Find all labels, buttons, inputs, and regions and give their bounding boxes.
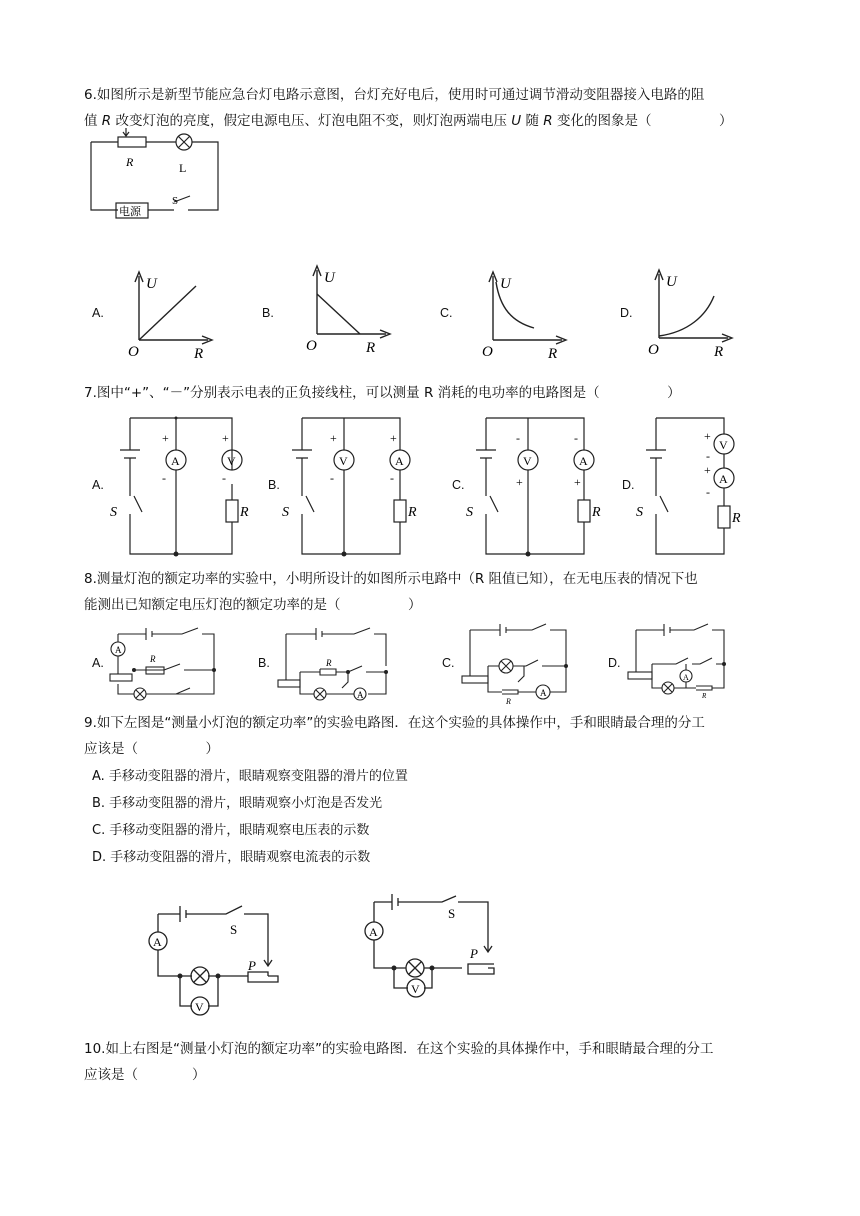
svg-text:S: S <box>282 505 289 520</box>
svg-text:R: R <box>714 344 724 360</box>
q8-stem-line1: 8.测量灯泡的额定功率的实验中，小明所设计的如图所示电路中（R 阻值已知），在无电压表的情况下也 <box>84 571 698 587</box>
svg-text:-: - <box>574 431 578 445</box>
svg-text:O: O <box>306 338 317 354</box>
q8-stem-line2: 能测出已知额定电压灯泡的额定功率的是（ ） <box>84 597 422 613</box>
svg-text:S: S <box>230 922 238 937</box>
svg-text:A: A <box>719 472 728 486</box>
svg-text:A: A <box>369 925 378 939</box>
q6-option-c-label[interactable]: C. <box>440 306 453 320</box>
svg-text:A: A <box>115 645 122 655</box>
q6-graph-b <box>302 262 392 356</box>
svg-text:R: R <box>194 346 204 362</box>
svg-text:S: S <box>110 505 117 520</box>
svg-text:V: V <box>411 982 420 996</box>
svg-text:A: A <box>683 673 689 682</box>
svg-text:A: A <box>171 454 180 468</box>
svg-text:-: - <box>330 471 334 485</box>
svg-text:-: - <box>706 449 710 463</box>
svg-text:R: R <box>702 692 707 700</box>
svg-text:U: U <box>324 270 335 286</box>
svg-text:S: S <box>448 906 456 921</box>
q8-circuit-a <box>106 624 222 704</box>
resistor-symbol <box>226 500 238 522</box>
svg-text:+: + <box>704 429 711 443</box>
svg-text:R: R <box>366 340 376 356</box>
q8-option-d-label[interactable]: D. <box>608 656 621 670</box>
svg-text:P: P <box>248 958 256 973</box>
q9-stem-line2: 应该是（ ） <box>84 741 219 757</box>
svg-text:P: P <box>470 946 478 961</box>
q8-circuit-b <box>272 622 392 712</box>
q10-stem-line1: 10.如上右图是“测量小灯泡的额定功率”的实验电路图．在这个实验的具体操作中，手和眼睛最合理的分工 <box>84 1041 714 1057</box>
q9-choice-a[interactable]: A. 手移动变阻器的滑片，眼睛观察变阻器的滑片的位置 <box>92 769 408 784</box>
q6-stem-line2: 值 R 改变灯泡的亮度，假定电源电压、灯泡电阻不变，则灯泡两端电压 U 随 R 变化的图象是（ ） <box>84 113 733 129</box>
graph-a-curve <box>139 286 196 340</box>
q6-option-a-label[interactable]: A. <box>92 306 104 320</box>
q10-circuit-right <box>360 892 510 1012</box>
svg-text:V: V <box>719 438 728 452</box>
svg-text:-: - <box>222 471 226 485</box>
svg-text:V: V <box>227 454 236 468</box>
svg-text:A: A <box>540 688 547 698</box>
q8-option-b-label[interactable]: B. <box>258 656 270 670</box>
q6-option-d-label[interactable]: D. <box>620 306 633 320</box>
q7-option-c-label[interactable]: C. <box>452 478 465 492</box>
q6-stem-line1: 6.如图所示是新型节能应急台灯电路示意图，台灯充好电后，使用时可通过调节滑动变阻器接入电路的阻 <box>84 87 705 103</box>
svg-text:R: R <box>548 346 558 362</box>
svg-text:S: S <box>636 505 643 520</box>
svg-text:V: V <box>195 1000 204 1014</box>
q7-circuit-c <box>460 414 600 564</box>
svg-text:V: V <box>339 454 348 468</box>
q7-circuit-a <box>104 414 249 564</box>
svg-text:O: O <box>648 342 659 358</box>
q6-option-b-label[interactable]: B. <box>262 306 274 320</box>
switch-label: S <box>172 195 179 207</box>
q7-circuit-d <box>630 414 770 564</box>
svg-text:O: O <box>482 344 493 360</box>
q7-stem: 7.图中“+”、“－”分别表示电表的正负接线柱，可以测量 R 消耗的电功率的电路图是（ ） <box>84 385 681 401</box>
q6-graph-d <box>644 266 734 360</box>
q8-circuit-c <box>456 620 576 706</box>
svg-text:R: R <box>408 505 417 520</box>
q7-option-d-label[interactable]: D. <box>622 478 635 492</box>
svg-text:R: R <box>732 511 741 526</box>
svg-text:R: R <box>506 697 511 706</box>
svg-text:V: V <box>523 454 532 468</box>
q6-graph-a <box>124 268 214 362</box>
svg-text:-: - <box>706 485 710 499</box>
q9-choice-b[interactable]: B. 手移动变阻器的滑片，眼睛观察小灯泡是否发光 <box>92 796 383 811</box>
svg-text:S: S <box>466 505 473 520</box>
q7-circuit-b <box>276 414 416 564</box>
svg-text:R: R <box>150 654 156 664</box>
svg-text:A: A <box>357 690 364 700</box>
svg-text:-: - <box>162 471 166 485</box>
svg-text:R: R <box>592 505 601 520</box>
q8-option-c-label[interactable]: C. <box>442 656 455 670</box>
q8-circuit-d <box>622 620 732 706</box>
svg-text:-: - <box>516 431 520 445</box>
svg-text:+: + <box>222 431 229 445</box>
power-source-label: 电源 <box>119 206 141 218</box>
svg-text:-: - <box>390 471 394 485</box>
svg-text:U: U <box>500 276 511 292</box>
svg-text:A: A <box>579 454 588 468</box>
q7-option-a-label[interactable]: A. <box>92 478 104 492</box>
svg-text:U: U <box>666 274 677 290</box>
q6-circuit-diagram <box>86 134 226 224</box>
svg-text:A: A <box>395 454 404 468</box>
svg-text:R: R <box>326 658 332 668</box>
rheostat-symbol <box>118 137 146 147</box>
lamp-label: L <box>179 161 187 175</box>
graph-b-curve <box>317 294 360 334</box>
svg-text:A: A <box>153 935 162 949</box>
svg-text:O: O <box>128 344 139 360</box>
svg-text:+: + <box>574 475 581 489</box>
svg-text:+: + <box>162 431 169 445</box>
q9-stem-line1: 9.如下左图是“测量小灯泡的额定功率”的实验电路图．在这个实验的具体操作中，手和眼睛最合理的分工 <box>84 715 705 731</box>
svg-text:+: + <box>330 431 337 445</box>
q8-option-a-label[interactable]: A. <box>92 656 104 670</box>
q6-graph-c <box>478 268 568 362</box>
svg-text:+: + <box>390 431 397 445</box>
q9-choice-d[interactable]: D. 手移动变阻器的滑片，眼睛观察电流表的示数 <box>92 850 371 865</box>
rheostat-label: R <box>126 155 134 169</box>
svg-text:U: U <box>146 276 157 292</box>
q9-choice-c[interactable]: C. 手移动变阻器的滑片，眼睛观察电压表的示数 <box>92 823 370 838</box>
q9-circuit-left <box>144 904 294 1024</box>
svg-text:+: + <box>704 463 711 477</box>
svg-text:+: + <box>516 475 523 489</box>
q10-stem-line2: 应该是（ ） <box>84 1067 206 1083</box>
svg-text:R: R <box>240 505 249 520</box>
q7-option-b-label[interactable]: B. <box>268 478 280 492</box>
graph-d-curve <box>659 296 714 336</box>
